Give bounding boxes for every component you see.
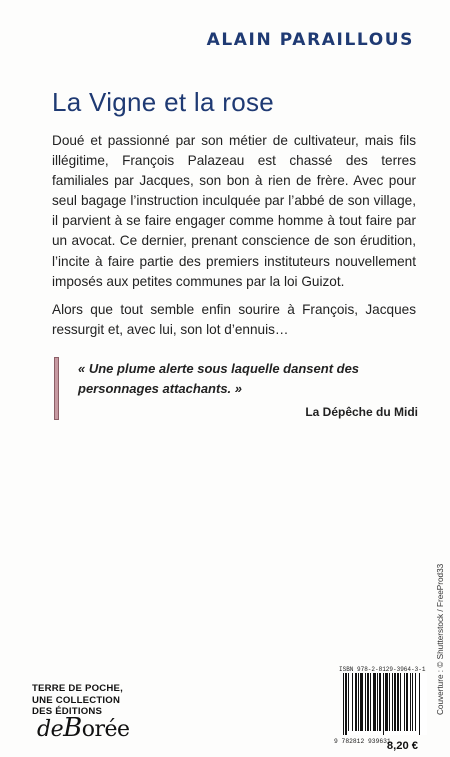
barcode-bar bbox=[383, 673, 384, 735]
cover-credit-text: Couverture : © Shutterstock / FreeProd33 bbox=[436, 563, 445, 715]
price: 8,20 € bbox=[386, 740, 418, 752]
barcode-bar bbox=[370, 673, 371, 731]
barcode-graphic bbox=[341, 673, 427, 735]
isbn-text: ISBN 978-2-8129-3964-3-1 bbox=[339, 666, 426, 673]
collection-line-1: TERRE DE POCHE, bbox=[32, 683, 123, 694]
barcode-bar bbox=[392, 673, 393, 731]
publisher-logo: deBorée bbox=[37, 713, 130, 743]
barcode-bar bbox=[343, 673, 344, 735]
barcode-bar bbox=[419, 673, 420, 735]
barcode-bar bbox=[358, 673, 359, 731]
barcode-bar bbox=[373, 673, 376, 731]
barcode-bar bbox=[410, 673, 411, 731]
collection-line-3: DES ÉDITIONS bbox=[32, 706, 103, 718]
collection-line-2: UNE COLLECTION bbox=[32, 694, 121, 706]
cover-credit bbox=[436, 535, 448, 715]
barcode-bar bbox=[355, 673, 357, 731]
barcode-bar bbox=[394, 673, 396, 731]
book-title: La Vigne et la rose bbox=[52, 87, 275, 117]
barcode-bar bbox=[365, 673, 366, 731]
barcode-bar bbox=[397, 673, 399, 731]
barcode bbox=[341, 673, 427, 735]
barcode-bar bbox=[360, 673, 363, 731]
synopsis bbox=[52, 131, 416, 348]
barcode-bar bbox=[345, 673, 347, 735]
barcode-bar bbox=[377, 673, 378, 731]
barcode-bar bbox=[389, 673, 390, 731]
barcode-bar bbox=[406, 673, 408, 731]
barcode-bar bbox=[400, 673, 401, 731]
quote-source: La Dépêche du Midi bbox=[305, 405, 418, 419]
synopsis-paragraph-2: Alors que tout semble enfin sourire à François, Jacques ressurgit et, avec lui, son lot d’ennuis… bbox=[52, 301, 416, 337]
barcode-digits: 9 782812 939631 bbox=[334, 738, 391, 745]
barcode-bar bbox=[412, 673, 413, 731]
press-quote: « Une plume alerte sous laquelle dansent des personnages attachants. » bbox=[78, 361, 360, 396]
synopsis-paragraph-1: Doué et passionné par son métier de cultivateur, mais fils illégitime, François Palazeau est chassé des terres familiales par Jacques, son bon à rien de frère. Avec pour seul bagage l’instruction inculquée par l’abbé de son village, il parvient à se faire engager comme homme à tout faire par un avocat. Ce dernier, prenant conscience de son érudition, l’incite à faire partie des premiers instituteurs nouvellement imposés aux petites communes par la loi Guizot. bbox=[52, 133, 416, 289]
barcode-bar bbox=[385, 673, 388, 731]
quote-accent-bar bbox=[54, 357, 59, 420]
barcode-bar bbox=[352, 673, 353, 731]
barcode-bar bbox=[404, 673, 405, 731]
author-name: ALAIN PARAILLOUS bbox=[206, 30, 414, 50]
barcode-bar bbox=[379, 673, 381, 731]
barcode-bar bbox=[367, 673, 369, 731]
barcode-bar bbox=[415, 673, 416, 731]
barcode-bar bbox=[348, 673, 349, 731]
